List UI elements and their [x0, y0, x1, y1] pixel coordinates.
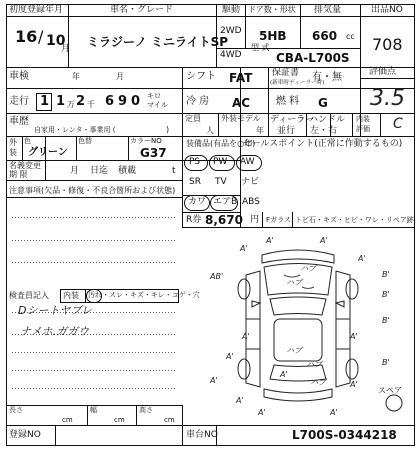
damage-mark: B' — [382, 316, 390, 325]
damage-mark: AB' — [210, 272, 224, 281]
drive-label: 駆動 — [222, 5, 241, 15]
capacity-unit: 人 — [206, 126, 214, 135]
damage-mark: A' — [280, 370, 288, 379]
spare-tire-label: スペア — [378, 386, 402, 395]
length-unit: cm — [62, 416, 73, 424]
history-label: 車歴 — [9, 116, 29, 127]
mile-unit: マイル — [147, 101, 168, 109]
color-value: グリーン — [28, 147, 68, 158]
equipment-label: 装備品(有品を○印) — [186, 139, 256, 148]
damage-mark: B' — [382, 290, 390, 299]
name-change-month: 月 — [70, 166, 80, 176]
wheel-front-left — [238, 279, 250, 299]
inspection-year-unit: 年 — [72, 72, 80, 81]
inspector-options: 汚れ・スレ・キズ・キレ・コゲ・穴 — [88, 291, 200, 299]
sales-point-label: セールスポイント(正常に作動するもの) — [243, 139, 403, 149]
right-door-line — [336, 319, 350, 349]
score-label: 評価点 — [369, 67, 397, 77]
inspection-label: 車検 — [9, 71, 29, 82]
handwritten-note: Dシートヤブレ — [18, 304, 93, 317]
equipment-ps: PS — [189, 157, 201, 167]
mileage-digit: 9 — [118, 94, 128, 109]
drive-4wd: 4WD — [220, 50, 242, 60]
width-label: 幅 — [90, 406, 97, 414]
name-change-period-label: 期 限 — [9, 170, 28, 179]
height-label: 高さ — [139, 406, 153, 414]
dealer-value: 並行 — [277, 126, 296, 136]
equipment-sr: SR — [189, 177, 201, 187]
interior-score-label-2: 評価 — [356, 125, 370, 133]
damage-mark: B' — [382, 270, 390, 279]
handle-label: ハンドル — [309, 115, 346, 125]
damage-mark: A' — [240, 244, 248, 253]
ac-label: 冷 房 — [186, 96, 210, 107]
mileage-digit: 2 — [76, 94, 86, 109]
rear-bumper — [264, 389, 332, 401]
displacement: 660 — [312, 29, 338, 43]
door-shape-label: ドア数・形状 — [248, 5, 296, 14]
model-label: 型 式 — [251, 43, 270, 52]
equipment-pw: PW — [213, 157, 228, 167]
damage-mark: A' — [226, 352, 234, 361]
width-unit: cm — [114, 416, 125, 424]
load-capacity-label: 積載 — [118, 166, 137, 176]
length-label: 長さ — [9, 406, 23, 414]
damage-mark: A' — [242, 332, 250, 341]
recycle-value: 8,670 — [205, 213, 243, 227]
facelift-value: 年 — [256, 126, 264, 135]
damage-mark: B' — [382, 358, 390, 367]
lot-number: 708 — [372, 35, 403, 54]
damage-mark: A' — [358, 254, 366, 263]
damage-mark: A' — [266, 236, 274, 245]
mileage-digit: 6 — [105, 94, 115, 109]
right-side — [336, 271, 350, 387]
inspector-interior-label: 内装 — [63, 291, 79, 300]
warranty-sub: (新車時ディーラー時) — [270, 79, 325, 86]
car-name: ミラジーノ ミニライトSP — [87, 35, 229, 49]
recycle-yen-unit: 円 — [250, 215, 260, 225]
wheel-rear-left — [238, 359, 250, 379]
equipment-navi: ナビ — [241, 177, 260, 187]
notes-label: 注意事項(欠品・修復・不良合箇所および状態) — [9, 186, 176, 195]
load-capacity-unit: t — [172, 166, 176, 176]
recycle-label: R券 — [186, 215, 202, 225]
registration-month: 10 — [46, 33, 66, 49]
color-change-label: 色替 — [78, 137, 92, 145]
equipment-leather: カワ — [188, 197, 207, 207]
front-bumper — [262, 250, 334, 263]
interior-score: C — [393, 116, 403, 132]
equipment-airbag: エアB — [213, 197, 238, 207]
damage-mark: ハブ — [310, 378, 326, 387]
ac-value: AC — [232, 96, 251, 110]
history-close-paren: ) — [166, 125, 170, 134]
mirror-right — [336, 301, 344, 307]
damage-mark: A' — [236, 396, 244, 405]
handle-value: 左・右 — [310, 126, 338, 136]
score-value: 3.5 — [370, 86, 405, 111]
shift-label: シフト — [186, 71, 216, 82]
car-name-grade-label: 車名・グレード — [110, 5, 174, 15]
registration-slash: / — [38, 27, 44, 46]
chassis-number-label: 車台NO — [186, 430, 218, 440]
cc-unit: cc — [346, 32, 355, 41]
first-registration-label: 初度登録年月 — [9, 5, 64, 15]
exterior-label: 外 — [9, 138, 17, 147]
mirror-left — [252, 301, 260, 307]
door-shape: 5HB — [259, 29, 287, 43]
man-unit: 万 — [67, 100, 75, 109]
interior-score-label: 内装 — [356, 115, 370, 123]
color-code: G37 — [140, 146, 167, 160]
damage-mark: A' — [258, 408, 266, 417]
color-code-label: カラーNO — [130, 137, 162, 145]
sen-unit: 千 — [87, 100, 95, 109]
wheel-front-right — [346, 279, 358, 299]
lot-number-label: 出品NO — [371, 5, 403, 15]
damage-mark: ハブ — [286, 278, 302, 287]
registration-year: 16 — [15, 27, 38, 46]
damage-mark: ハブ — [286, 346, 302, 355]
fuel-label: 燃 料 — [276, 96, 300, 107]
inspector-notes-label: 検査員記入 — [9, 291, 49, 300]
height-unit: cm — [164, 416, 175, 424]
warranty-value: 有・無 — [312, 72, 342, 83]
damage-mark: A' — [210, 376, 218, 385]
dealer-label: ディーラー — [270, 115, 315, 125]
car-damage-diagram — [182, 227, 414, 425]
mileage-digit: 0 — [131, 94, 141, 109]
equipment-aw: AW — [240, 157, 255, 167]
damage-mark: A' — [330, 408, 338, 417]
facelift-label: 外装モデル — [221, 114, 261, 123]
chassis-number: L700S-0344218 — [292, 428, 397, 442]
windshield — [270, 297, 326, 315]
equipment-abs: ABS — [242, 197, 260, 207]
shift-value: FAT — [229, 71, 253, 85]
damage-mark: ハブ — [300, 264, 316, 273]
exterior-label-2: 装 — [9, 148, 17, 157]
wheel-rear-right — [346, 359, 358, 379]
warranty-label: 保証書 — [272, 68, 300, 78]
mileage-digit: 1 — [40, 94, 50, 109]
registration-month-unit: 月 — [61, 44, 71, 54]
left-side — [246, 271, 260, 387]
damage-mark: ハブ — [306, 360, 322, 369]
handwritten-note: ナメホ.ガガウ — [20, 325, 90, 338]
capacity-label: 定員 — [185, 114, 201, 123]
spare-tire — [386, 395, 402, 411]
model-code: CBA-L700S — [276, 51, 350, 65]
glass-options: トビ石・キズ・ヒビ・ワレ・リペア跡 — [295, 216, 414, 224]
color-label: 色 — [24, 137, 31, 145]
displacement-label: 排気量 — [314, 5, 342, 15]
fuel-value: G — [318, 96, 328, 110]
damage-mark: A' — [350, 380, 358, 389]
history-options: 自家用・レンタ・事業用 ( — [34, 126, 116, 134]
glass-label: Fガラス — [266, 216, 291, 224]
km-unit: キロ — [147, 92, 161, 100]
inspection-month-unit: 月 — [116, 72, 124, 81]
damage-mark: A' — [350, 332, 358, 341]
damage-mark: A' — [320, 236, 328, 245]
mileage-label: 走行 — [9, 96, 29, 107]
name-change-label: 名義変更 — [9, 161, 41, 170]
drive-2wd: 2WD — [220, 26, 242, 36]
equipment-tv: TV — [215, 177, 227, 187]
mileage-digit: 1 — [56, 94, 66, 109]
registration-number-label: 登録NO — [9, 430, 41, 440]
name-change-day: 日迄 — [90, 166, 109, 176]
